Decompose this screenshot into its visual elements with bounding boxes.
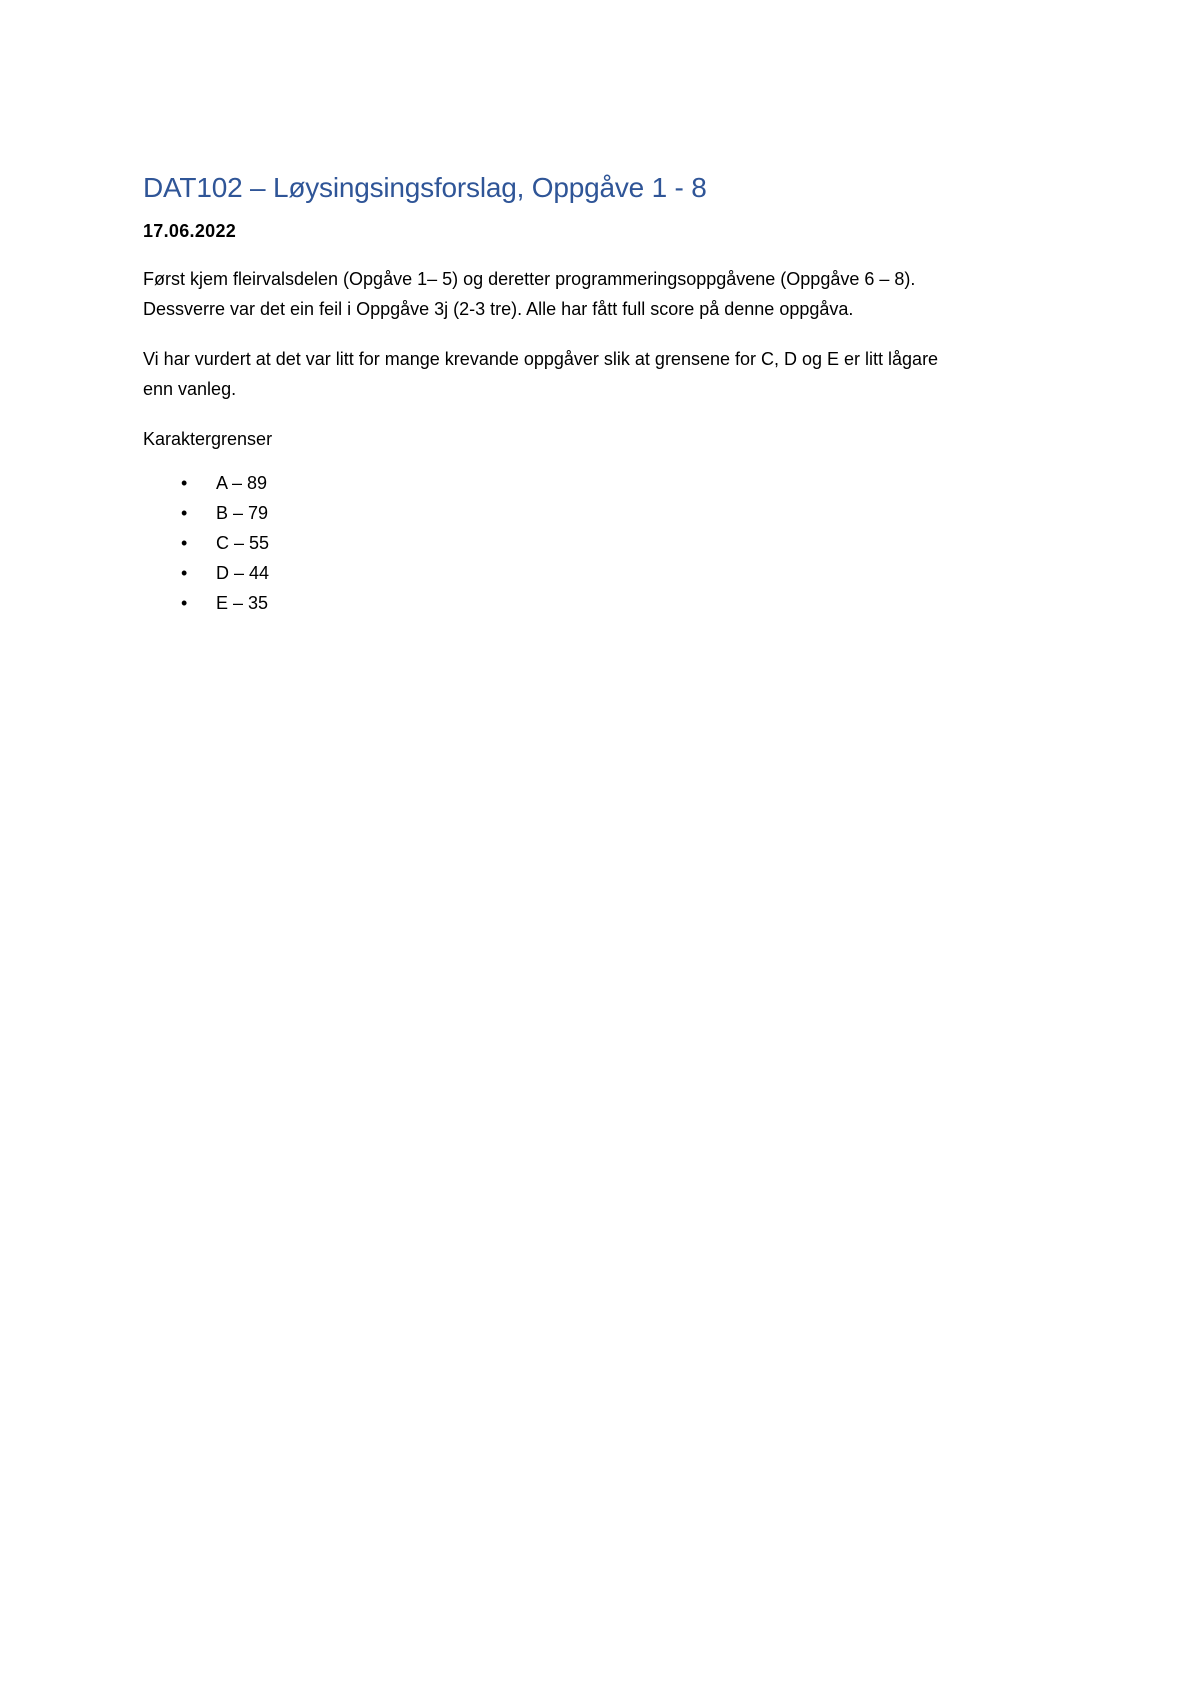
intro-line-1: Først kjem fleirvalsdelen (Opgåve 1– 5) og deretter programmeringsoppgåvene (Oppgåve 6 – 8). — [143, 269, 916, 289]
grade-limit-text: B – 79 — [216, 503, 269, 523]
intro-paragraph — [143, 264, 1073, 324]
bullet-icon: • — [181, 563, 188, 583]
assessment-line-2: enn vanleg. — [143, 379, 237, 399]
assessment-paragraph — [143, 344, 1073, 404]
grade-limit-text: D – 44 — [216, 563, 270, 583]
grade-limit-text: A – 89 — [216, 473, 268, 493]
grade-limit-c — [143, 528, 1073, 558]
assessment-line-1: Vi har vurdert at det var litt for mange krevande oppgåver slik at grensene for C, D og E er litt lågare — [143, 349, 939, 369]
bullet-icon: • — [181, 533, 188, 553]
grade-limit-text: C – 55 — [216, 533, 270, 553]
bullet-icon: • — [181, 503, 188, 523]
grade-limit-text: E – 35 — [216, 593, 269, 613]
grade-limits-list — [143, 468, 1073, 618]
grade-limit-b — [143, 498, 1073, 528]
bullet-icon: • — [181, 473, 188, 493]
document-date: 17.06.2022 — [143, 221, 237, 241]
grade-limit-a — [143, 468, 1073, 498]
grade-limit-e — [143, 588, 1073, 618]
document-title: DAT102 – Løysingsingsforslag, Oppgåve 1 - 8 — [143, 172, 707, 203]
intro-line-2: Dessverre var det ein feil i Oppgåve 3j (2-3 tre). Alle har fått full score på denne oppgåva. — [143, 299, 854, 319]
grade-limit-d — [143, 558, 1073, 588]
document-content — [143, 168, 1073, 618]
bullet-icon: • — [181, 593, 188, 613]
grade-heading: Karaktergrenser — [143, 429, 273, 449]
